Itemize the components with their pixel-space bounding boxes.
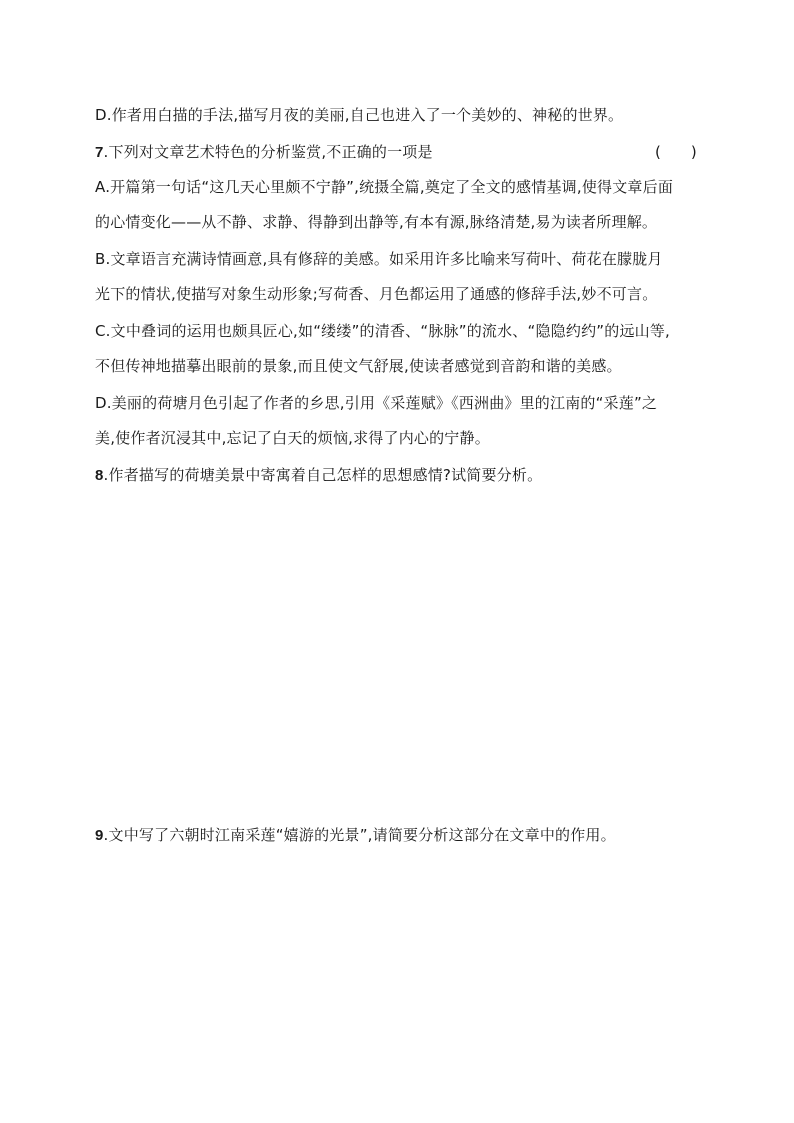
q9-number: 9 — [95, 827, 104, 844]
q7-option-d-line2: 美,使作者沉浸其中,忘记了白天的烦恼,求得了内心的宁静。 — [95, 429, 490, 447]
q7-option-a-line2: 的心情变化——从不静、求静、得静到出静等,有本有源,脉络清楚,易为读者所理解。 — [95, 213, 658, 231]
q7-stem — [95, 141, 705, 164]
q8-text: .作者描写的荷塘美景中寄寓着自己怎样的思想感情?试简要分析。 — [103, 466, 543, 484]
q7-option-a-line1: A.开篇第一句话“这几天心里颇不宁静”,统摄全篇,奠定了全文的感情基调,使得文章后面 — [95, 178, 674, 196]
q8-number: 8 — [95, 467, 104, 484]
q9-question — [95, 824, 705, 847]
q7-option-d-line1: D.美丽的荷塘月色引起了作者的乡思,引用《采莲赋》《西洲曲》里的江南的“采莲”之 — [95, 394, 658, 412]
q7-stem-text: .下列对文章艺术特色的分析鉴赏,不正确的一项是 — [103, 143, 433, 161]
q7-option-c-line1: C.文中叠词的运用也颇具匠心,如“缕缕”的清香、“脉脉”的流水、“隐隐约约”的远山等, — [95, 322, 671, 340]
q7-option-c-line2: 不但传神地描摹出眼前的景象,而且使文气舒展,使读者感觉到音韵和谐的美感。 — [95, 357, 622, 375]
q7-option-b-line2: 光下的情状,使描写对象生动形象;写荷香、月色都运用了通感的修辞手法,妙不可言。 — [95, 285, 658, 303]
q7-option-b-line1: B.文章语言充满诗情画意,具有修辞的美感。如采用许多比喻来写荷叶、荷花在朦胧月 — [95, 250, 663, 268]
q8-question — [95, 464, 705, 487]
q9-text: .文中写了六朝时江南采莲“嬉游的光景”,请简要分析这部分在文章中的作用。 — [103, 826, 616, 844]
q6-option-d — [95, 104, 705, 126]
q7-answer-paren: ( ) — [655, 143, 697, 161]
q6-option-d-text: D.作者用白描的手法,描写月夜的美丽,自己也进入了一个美妙的、神秘的世界。 — [95, 106, 624, 124]
q7-number: 7 — [95, 144, 104, 161]
